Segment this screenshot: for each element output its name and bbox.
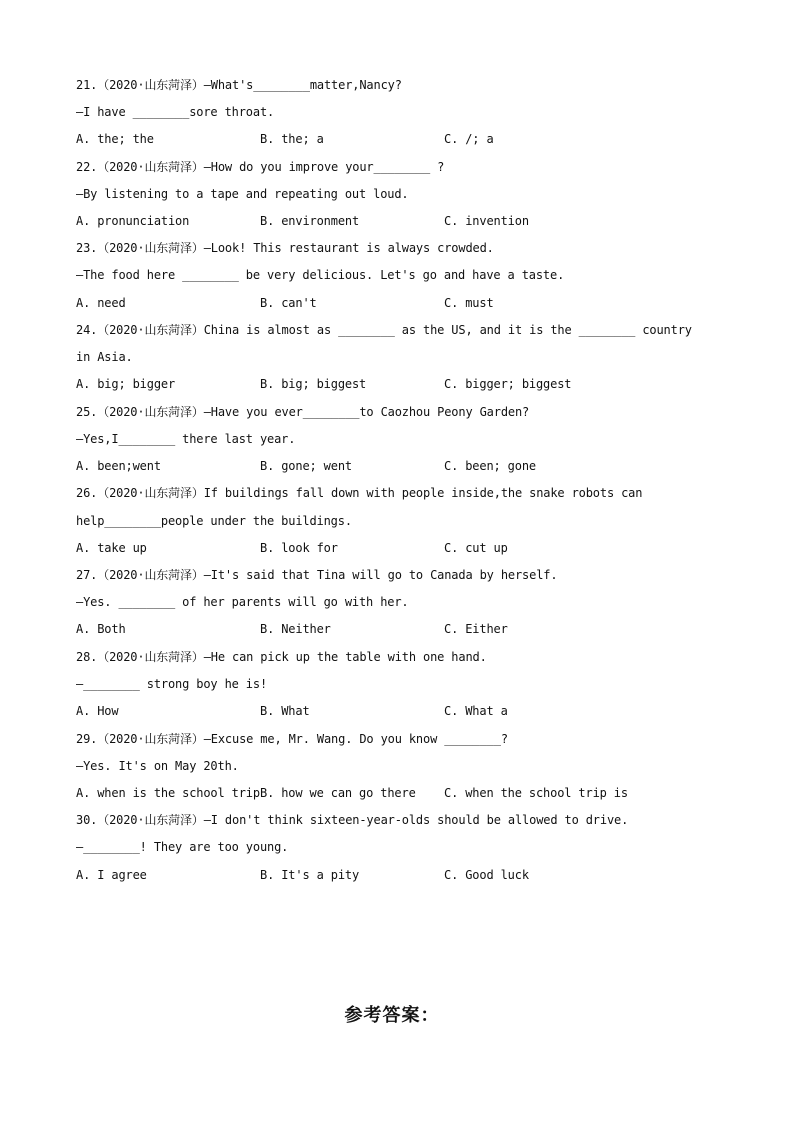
question-21-option-a: A. the; the [76, 132, 154, 146]
question-27-option-b: B. Neither [260, 622, 331, 636]
question-26-options [76, 540, 716, 556]
question-29-option-a: A. when is the school trip [76, 786, 260, 800]
question-26-line-1: 26.（2020·山东菏泽）If buildings fall down with people inside,the snake robots can [76, 486, 643, 500]
question-30-line-1: 30.（2020·山东菏泽）—I don't think sixteen-year-olds should be allowed to drive. [76, 813, 629, 827]
question-21-options [76, 131, 716, 147]
question-24-options [76, 376, 716, 392]
question-22-option-b: B. environment [260, 214, 360, 228]
question-25-option-a: A. been;went [76, 459, 161, 473]
question-23-options [76, 295, 716, 311]
question-22-line-2: —By listening to a tape and repeating out loud. [76, 187, 409, 201]
question-24-line-2: in Asia. [76, 350, 133, 364]
question-28-line-1: 28.（2020·山东菏泽）—He can pick up the table with one hand. [76, 650, 487, 664]
question-21-line-2: —I have ________sore throat. [76, 105, 275, 119]
question-27-line-2: —Yes. ________ of her parents will go with her. [76, 595, 409, 609]
question-25-line-1: 25.（2020·山东菏泽）—Have you ever________to Caozhou Peony Garden? [76, 405, 530, 419]
question-22-option-a: A. pronunciation [76, 214, 190, 228]
question-25-options [76, 458, 716, 474]
question-28-line-2: —________ strong boy he is! [76, 677, 268, 691]
question-23-line-2: —The food here ________ be very delicious. Let's go and have a taste. [76, 268, 565, 282]
question-26-line-2: help________people under the buildings. [76, 514, 352, 528]
question-30-options [76, 867, 716, 883]
question-24-option-b: B. big; biggest [260, 377, 367, 391]
question-23-option-a: A. need [76, 296, 126, 310]
question-25-line-2: —Yes,I________ there last year. [76, 432, 296, 446]
question-25-option-c: C. been; gone [444, 459, 536, 473]
question-26-option-b: B. look for [260, 541, 338, 555]
question-24-line-1: 24.（2020·山东菏泽）China is almost as ________ as the US, and it is the ________ country [76, 323, 692, 337]
question-27-option-a: A. Both [76, 622, 126, 636]
question-23-option-c: C. must [444, 296, 494, 310]
question-21-option-c: C. /; a [444, 132, 494, 146]
question-28-option-a: A. How [76, 704, 119, 718]
question-24-option-a: A. big; bigger [76, 377, 176, 391]
question-27-options [76, 621, 716, 637]
question-28-option-c: C. What a [444, 704, 508, 718]
question-30-line-2: —________! They are too young. [76, 840, 289, 854]
question-30-option-b: B. It's a pity [260, 868, 360, 882]
question-23-option-b: B. can't [260, 296, 317, 310]
question-22-line-1: 22.（2020·山东菏泽）—How do you improve your________ ? [76, 160, 445, 174]
question-29-option-b: B. how we can go there [260, 786, 416, 800]
question-22-options [76, 213, 716, 229]
question-23-line-1: 23.（2020·山东菏泽）—Look! This restaurant is always crowded. [76, 241, 494, 255]
question-29-option-c: C. when the school trip is [444, 786, 628, 800]
question-28-options [76, 703, 716, 719]
question-27-option-c: C. Either [444, 622, 508, 636]
question-26-option-c: C. cut up [444, 541, 508, 555]
question-26-option-a: A. take up [76, 541, 147, 555]
question-30-option-a: A. I agree [76, 868, 147, 882]
question-21-option-b: B. the; a [260, 132, 324, 146]
question-28-option-b: B. What [260, 704, 310, 718]
question-22-option-c: C. invention [444, 214, 529, 228]
question-27-line-1: 27.（2020·山东菏泽）—It's said that Tina will go to Canada by herself. [76, 568, 558, 582]
question-30-option-c: C. Good luck [444, 868, 529, 882]
question-21-line-1: 21.（2020·山东菏泽）—What's________matter,Nancy? [76, 78, 402, 92]
question-29-line-2: —Yes. It's on May 20th. [76, 759, 239, 773]
question-29-options [76, 785, 716, 801]
question-29-line-1: 29.（2020·山东菏泽）—Excuse me, Mr. Wang. Do you know ________? [76, 732, 508, 746]
question-25-option-b: B. gone; went [260, 459, 352, 473]
answer-key-heading: 参考答案： [344, 1005, 440, 1026]
question-24-option-c: C. bigger; biggest [444, 377, 572, 391]
